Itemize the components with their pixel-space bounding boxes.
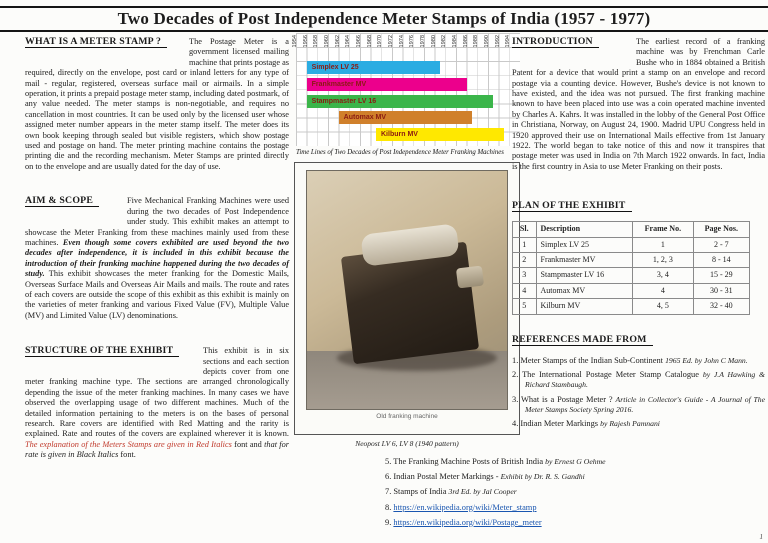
plan-cell: 4, 5 bbox=[633, 299, 693, 314]
table-row bbox=[513, 283, 750, 298]
plan-cell: 4 bbox=[633, 283, 693, 298]
left-column bbox=[25, 37, 289, 482]
section-plan-of-exhibit bbox=[512, 195, 765, 314]
page-number: 1 bbox=[759, 533, 763, 541]
list-item bbox=[385, 503, 717, 514]
title-rule bbox=[0, 30, 768, 32]
chart-tick-label: 1970 bbox=[377, 35, 384, 48]
structure-text-1: This exhibit is in six sections and each section depicts cover from one meter franking machine type. The sections are arranged chronologically depending the issue of the meter franking machines. In many cases we have observed the overlapping usage of two different machines. Much of the detailed information pertaining to the meters is on the bases of personal research. Rare covers are identified with Red Matting and the rarity is explained. Rate and routes of the covers are explained wherever it is known. bbox=[25, 346, 289, 439]
timeline-bar bbox=[307, 61, 440, 74]
chart-tick-label: 1986 bbox=[462, 35, 469, 48]
introduction-heading: INTRODUCTION bbox=[512, 36, 599, 48]
ref-number: 3. bbox=[512, 394, 519, 404]
ref-note: by J.A Hawking & Richard Stambaugh. bbox=[525, 369, 766, 390]
what-is-text: The Postage Meter is a government licensed mailing machine that prints postage as required, directly on the envelope, post card or inland letters for any type of mail - regular, registered, overseas surface mail or airmails. In a simple operation, it prints a prepaid postage meter stamp, including dated postmark, of any value needed. The meter stamps is non-negotiable, and requires no cancellation in most countries. It can be used only by the licensed user whose assigned meter number appears in the meter stamp itself. The meter does its own book keeping through sealed but visible registers, which show postage used and postage on hand. The meter printing machine contains the postage printing die and the recording mechanism. Meter Stamps are printed directly on to the envelope and are usually dated for the day of use. bbox=[25, 37, 289, 171]
table-row bbox=[513, 253, 750, 268]
section-references bbox=[512, 329, 765, 430]
franking-machine-photo bbox=[306, 170, 508, 410]
plan-col-pages: Page Nos. bbox=[693, 222, 749, 237]
chart-tick-label: 1980 bbox=[430, 35, 437, 48]
table-row bbox=[513, 299, 750, 314]
plan-cell: 32 - 40 bbox=[693, 299, 749, 314]
ref-number: 2. bbox=[512, 369, 519, 379]
introduction-paragraph bbox=[512, 37, 765, 172]
plan-cell: Stampmaster LV 16 bbox=[536, 268, 633, 283]
timeline-bar bbox=[307, 95, 494, 108]
ref-title: Meter Stamps of the Indian Sub-Continent bbox=[520, 355, 663, 365]
chart-tick-label: 1968 bbox=[366, 35, 373, 48]
ref-note: 1965 Ed. by John C Mann. bbox=[665, 355, 748, 365]
list-item bbox=[512, 356, 765, 367]
plan-cell: 4 bbox=[513, 283, 537, 298]
aim-scope-text-2: This exhibit showcases the meter franking for the Domestic Mails, Overseas Surface Mails and Overseas Air Mails and mails. The route and rates of each covers are outside the scope of this exhibit as this exhibit is mainly on the varieties of meter franking and various Fixed Value (FV), Multiple Value (MV) and Limited Value (LV) denominations. bbox=[25, 269, 289, 320]
ref-number: 1. bbox=[512, 355, 519, 365]
structure-black-italic-note: that for rate is given in Black Italics bbox=[25, 439, 289, 460]
ref-note: by Ernest G Oehme bbox=[545, 457, 606, 466]
right-column bbox=[512, 37, 765, 434]
section-aim-and-scope bbox=[25, 196, 289, 321]
what-is-paragraph bbox=[25, 37, 289, 172]
structure-text-3: font. bbox=[118, 450, 136, 460]
ref-title: Stamps of India bbox=[393, 487, 447, 497]
ref-number: 4. bbox=[512, 419, 519, 429]
machine-caption: Neopost LV 6, LV 8 (1940 pattern) bbox=[355, 439, 459, 448]
list-item bbox=[512, 395, 765, 416]
ref-note: by Rajesh Pamnani bbox=[600, 419, 660, 429]
ref-title: Indian Postal Meter Markings - bbox=[393, 472, 499, 482]
plan-cell: 30 - 31 bbox=[693, 283, 749, 298]
chart-tick-label: 1994 bbox=[505, 35, 512, 48]
chart-tick-label: 1974 bbox=[398, 35, 405, 48]
top-rule bbox=[0, 6, 768, 8]
list-item bbox=[385, 457, 717, 468]
plan-col-sl: Sl. bbox=[513, 222, 537, 237]
structure-heading-wrap bbox=[25, 346, 197, 367]
references-heading: REFERENCES MADE FROM bbox=[512, 334, 653, 346]
references-list-bottom bbox=[385, 457, 717, 533]
introduction-heading-wrap bbox=[512, 37, 630, 58]
ref-note: 3rd Ed. by Jal Cooper bbox=[448, 487, 517, 497]
section-structure bbox=[25, 346, 289, 460]
plan-cell: Frankmaster MV bbox=[536, 253, 633, 268]
ref-number: 5. bbox=[385, 457, 392, 466]
structure-paragraph bbox=[25, 346, 289, 460]
structure-heading: STRUCTURE OF THE EXHIBIT bbox=[25, 345, 179, 357]
plan-cell: 1 bbox=[633, 237, 693, 252]
ref-number: 9. bbox=[385, 517, 392, 527]
chart-tick-label: 1992 bbox=[494, 35, 501, 48]
aim-scope-text-1: Five Mechanical Franking Machines were used during the two decades of Post Independence under study. This exhibit makes an attempt to showcase the Meter Franking from these machines mainly used from these machines. bbox=[25, 196, 289, 247]
plan-table-header-row bbox=[513, 222, 750, 237]
chart-tick-label: 1984 bbox=[452, 35, 458, 48]
list-item bbox=[385, 518, 717, 529]
ref-number: 6. bbox=[385, 472, 392, 482]
chart-tick-label: 1982 bbox=[441, 35, 448, 48]
ref-number: 7. bbox=[385, 487, 392, 497]
chart-tick-label: 1972 bbox=[388, 35, 394, 48]
photo-frame bbox=[294, 162, 520, 435]
section-introduction bbox=[512, 37, 765, 172]
aim-scope-paragraph bbox=[25, 196, 289, 321]
ref-title: The International Postage Meter Stamp Catalogue bbox=[522, 369, 699, 379]
chart-caption: Time Lines of Two Decades of Post Independence Meter Franking Machines bbox=[296, 149, 504, 156]
timeline-chart bbox=[292, 33, 520, 156]
chart-tick-label: 1960 bbox=[324, 35, 330, 48]
timeline-chart-area bbox=[292, 33, 520, 146]
page-title: Two Decades of Post Independence Meter Stamps of India (1957 - 1977) bbox=[117, 9, 651, 28]
timeline-bar bbox=[376, 128, 504, 141]
what-is-heading: WHAT IS A METER STAMP ? bbox=[25, 36, 167, 48]
list-item bbox=[385, 487, 717, 498]
plan-table bbox=[512, 221, 750, 314]
ref-note: Exhibit by Dr. R. S. Gandhi bbox=[500, 472, 585, 482]
ref-note: Article in Collector's Guide - A Journal of The Meter Stamps Society Spring 2016. bbox=[525, 394, 765, 415]
timeline-bar bbox=[307, 78, 467, 91]
timeline-bar-label: Automax MV bbox=[343, 114, 387, 122]
wikipedia-meter-stamp-link[interactable]: https://en.wikipedia.org/wiki/Meter_stamp bbox=[393, 502, 537, 512]
structure-text-2: font and bbox=[231, 439, 265, 449]
ref-title: The Franking Machine Posts of British India bbox=[393, 457, 544, 466]
introduction-text: The earliest record of a franking machine was by Frenchman Carle Bushe who in 1884 obtained a British Patent for a device that would print a stamp on an envelope and record postage via a counting device. However, Bushe's device is not known to have existed, and the idea was not pursued. The first franking machine known to have been placed into use was a coin operated machine invented by Charles A. Kahrs. It was installed in the lobby of the General Post Office in Christiana, Norway, on August 24, 1900. Madrid UPU Congress held in 1920 approved their use on International Mails effective from 1st January 1922. The world began to take notice of this and now it transpires that postage meter was used in India on 7th March 1922 onwards. In fact, India is the first country in Asia to use Meter Franking on their posts. bbox=[512, 37, 765, 171]
what-is-heading-wrap bbox=[25, 37, 183, 58]
plan-col-frame: Frame No. bbox=[633, 222, 693, 237]
table-row bbox=[513, 268, 750, 283]
plan-cell: 2 - 7 bbox=[693, 237, 749, 252]
structure-red-italic-note: The explanation of the Meters Stamps are given in Red Italics bbox=[25, 439, 232, 449]
chart-tick-label: 1964 bbox=[345, 35, 352, 48]
aim-scope-heading-wrap bbox=[25, 196, 121, 217]
plan-col-description: Description bbox=[536, 222, 633, 237]
list-item bbox=[385, 472, 717, 483]
plan-cell: 1, 2, 3 bbox=[633, 253, 693, 268]
plan-cell: 8 - 14 bbox=[693, 253, 749, 268]
timeline-bar bbox=[339, 111, 472, 124]
wikipedia-postage-meter-link[interactable]: https://en.wikipedia.org/wiki/Postage_meter bbox=[393, 517, 542, 527]
chart-tick-label: 1956 bbox=[302, 35, 309, 48]
table-row bbox=[513, 237, 750, 252]
plan-cell: 5 bbox=[513, 299, 537, 314]
timeline-bar-label: Stampmaster LV 16 bbox=[311, 97, 377, 105]
timeline-bar-label: Simplex LV 25 bbox=[311, 64, 359, 71]
section-what-is-a-meter-stamp bbox=[25, 37, 289, 172]
aim-scope-emphasis: Even though some covers exhibited are used beyond the two decades after independence, it is included in this exhibit because the introduction of their franking machine happened during the two decades of study. bbox=[25, 237, 289, 279]
plan-cell: 15 - 29 bbox=[693, 268, 749, 283]
timeline-bar-label: Kilburn MV bbox=[381, 131, 418, 139]
plan-cell: 3 bbox=[513, 268, 537, 283]
chart-tick-label: 1962 bbox=[334, 35, 341, 48]
timeline-bar-label: Frankmaster MV bbox=[311, 80, 367, 88]
chart-tick-label: 1966 bbox=[356, 35, 362, 48]
chart-tick-label: 1954 bbox=[292, 35, 298, 48]
plan-cell: 1 bbox=[513, 237, 537, 252]
references-list-right bbox=[512, 356, 765, 430]
chart-tick-label: 1990 bbox=[484, 35, 490, 48]
chart-tick-label: 1978 bbox=[420, 35, 426, 48]
plan-cell: 2 bbox=[513, 253, 537, 268]
chart-tick-label: 1976 bbox=[409, 35, 416, 48]
list-item bbox=[512, 419, 765, 430]
photo-caption: Old franking machine bbox=[376, 413, 438, 420]
plan-cell: Simplex LV 25 bbox=[536, 237, 633, 252]
plan-cell: 3, 4 bbox=[633, 268, 693, 283]
plan-cell: Automax MV bbox=[536, 283, 633, 298]
chart-tick-label: 1958 bbox=[313, 35, 320, 48]
ref-title: What is a Postage Meter ? bbox=[521, 394, 613, 404]
plan-cell: Kilburn MV bbox=[536, 299, 633, 314]
aim-scope-heading: AIM & SCOPE bbox=[25, 195, 99, 207]
ref-title: Indian Meter Markings bbox=[520, 419, 599, 429]
list-item bbox=[512, 370, 765, 391]
chart-tick-label: 1988 bbox=[473, 35, 480, 48]
photo-machine-knob bbox=[456, 265, 484, 288]
plan-heading: PLAN OF THE EXHIBIT bbox=[512, 200, 632, 212]
ref-number: 8. bbox=[385, 502, 392, 512]
